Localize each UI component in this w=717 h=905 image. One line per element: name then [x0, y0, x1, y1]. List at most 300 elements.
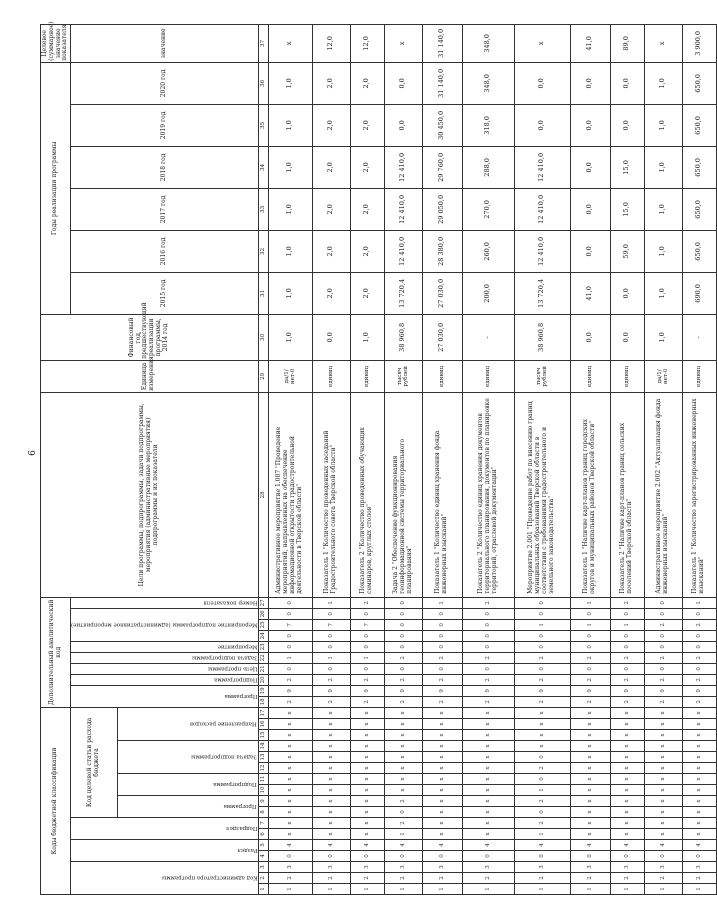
year-header: 2018 год — [71, 146, 259, 188]
code-cell: 4 — [384, 840, 422, 851]
row-year-value: 1,0 — [644, 104, 682, 146]
code-cell: x — [384, 730, 422, 741]
row-target-value: 12,0 — [350, 24, 384, 62]
row-year-value: 2,0 — [350, 230, 384, 272]
code-cell: x — [350, 829, 384, 840]
code-cell: 3 — [610, 862, 644, 873]
code-cell: x — [570, 719, 610, 730]
code-cell: 0 — [268, 630, 312, 641]
code-cell: 2 — [610, 696, 644, 707]
code-cell: 0 — [462, 663, 514, 674]
code-cell: 2 — [462, 873, 514, 884]
row-year-value: 13 720,4 — [384, 272, 422, 314]
code-cell: x — [570, 807, 610, 818]
code-cell: 0 — [384, 597, 422, 608]
section-header: Раздел — [71, 840, 259, 862]
row-target-value: 348,0 — [462, 24, 514, 62]
row-target-value: х — [384, 24, 422, 62]
fin-2014-header: Финансовый год, предшествующий реализации программы, 2014 год — [41, 314, 259, 360]
unit-header: Единица измерения — [41, 360, 259, 392]
code-cell: 2 — [682, 674, 716, 685]
row-name: Показатель 2 "Количество единиц хранения документов территориального планирования, документов по планировке территорий, отраслевой документации" — [462, 392, 514, 597]
row-year-value: 2,0 — [312, 188, 350, 230]
code-cell: x — [610, 818, 644, 829]
row-target-value: 31 140,0 — [422, 24, 462, 62]
code-cell: 2 — [682, 696, 716, 707]
code-cell: x — [462, 785, 514, 796]
table-row — [422, 24, 462, 894]
code-cell: x — [682, 719, 716, 730]
code-cell: 2 — [570, 652, 610, 663]
row-unit: единиц — [422, 360, 462, 392]
code-cell: x — [682, 730, 716, 741]
row-year-value: 200,0 — [462, 272, 514, 314]
code-cell: x — [514, 719, 570, 730]
row-year-value: 1,0 — [268, 272, 312, 314]
code-cell: 1 — [268, 884, 312, 895]
row-year-value: 13 720,4 — [514, 272, 570, 314]
code-cell: 2 — [682, 652, 716, 663]
admin-code-header: Код администратора программы — [71, 862, 259, 895]
code-cell: 0 — [384, 663, 422, 674]
code-cell: 1 — [682, 597, 716, 608]
row-year-value: 15,0 — [610, 146, 644, 188]
column-number: 11 — [258, 774, 268, 785]
code-cell: 2 — [312, 696, 350, 707]
row-target-value: х — [644, 24, 682, 62]
code-cell: 4 — [514, 840, 570, 851]
code-cell: 4 — [312, 840, 350, 851]
code-cell: x — [422, 785, 462, 796]
column-number: 28 — [258, 392, 268, 597]
code-cell: 1 — [682, 884, 716, 895]
row-year-value: 0,0 — [384, 62, 422, 104]
code-cell: x — [422, 774, 462, 785]
column-number: 1 — [258, 884, 268, 895]
code-cell: x — [570, 785, 610, 796]
year-header: 2020 год — [71, 62, 259, 104]
code-cell: x — [644, 719, 682, 730]
code-cell: 9 — [462, 685, 514, 696]
code-cell: x — [268, 719, 312, 730]
year-header: 2017 год — [71, 188, 259, 230]
table-row — [682, 24, 716, 894]
code-cell: 0 — [610, 851, 644, 862]
code-cell: 2 — [268, 696, 312, 707]
code-cell: 2 — [350, 873, 384, 884]
subprogram2-header: Подпрограмма — [71, 674, 259, 685]
code-cell: x — [682, 774, 716, 785]
code-cell: 4 — [350, 840, 384, 851]
code-cell: x — [350, 796, 384, 807]
code-cell: 2 — [350, 696, 384, 707]
table-row — [268, 24, 312, 894]
code-cell: x — [384, 707, 422, 718]
code-cell: x — [644, 818, 682, 829]
subprogram-task-header: Задача подпрограммы — [117, 741, 258, 774]
row-2014-value: 0,0 — [570, 314, 610, 360]
code-cell: x — [682, 829, 716, 840]
row-year-value: 29 050,0 — [422, 188, 462, 230]
code-cell: 2 — [682, 873, 716, 884]
code-cell: 2 — [462, 696, 514, 707]
code-cell: 0 — [312, 663, 350, 674]
row-year-value: 0,0 — [384, 104, 422, 146]
code-cell: 9 — [682, 685, 716, 696]
code-cell: 0 — [384, 630, 422, 641]
code-cell: 9 — [610, 685, 644, 696]
code-cell: 7 — [312, 619, 350, 630]
extra-code-header: Дополнительный аналитический код — [41, 597, 71, 707]
code-cell: x — [350, 785, 384, 796]
row-unit: тысяч рублей — [384, 360, 422, 392]
code-cell: 7 — [350, 619, 384, 630]
target-final-header: Целевое (суммарное) значение показателя — [41, 24, 71, 62]
program-goal-header: Цель программы — [71, 663, 259, 674]
row-year-value: 1,0 — [268, 230, 312, 272]
code-cell: 3 — [350, 862, 384, 873]
column-number: 32 — [258, 230, 268, 272]
row-year-value: 2,0 — [312, 272, 350, 314]
code-cell: 0 — [268, 663, 312, 674]
code-cell: x — [350, 763, 384, 774]
code-cell: 1 — [384, 829, 422, 840]
table-row — [312, 24, 350, 894]
code-cell: x — [644, 730, 682, 741]
code-cell: x — [312, 752, 350, 763]
row-name: Показатель 1 "Количество проведенных заседаний Градостроительного совета Тверской области" — [312, 392, 350, 597]
registry-sheet — [40, 21, 706, 895]
code-cell: x — [312, 730, 350, 741]
code-cell: 2 — [610, 873, 644, 884]
code-cell: 1 — [422, 597, 462, 608]
code-cell: x — [312, 707, 350, 718]
code-cell: 1 — [514, 619, 570, 630]
code-cell: x — [610, 741, 644, 752]
code-cell: 0 — [422, 619, 462, 630]
row-year-value: 318,0 — [462, 104, 514, 146]
row-year-value: 1,0 — [268, 188, 312, 230]
code-cell: 0 — [514, 807, 570, 818]
row-target-value: х — [268, 24, 312, 62]
row-year-value: 2,0 — [350, 146, 384, 188]
code-cell: 1 — [350, 652, 384, 663]
code-cell: 2 — [514, 818, 570, 829]
row-target-value: 12,0 — [312, 24, 350, 62]
code-cell: 0 — [644, 663, 682, 674]
code-cell: 2 — [644, 873, 682, 884]
code-cell: x — [682, 796, 716, 807]
table-row — [384, 24, 422, 894]
row-year-value: 2,0 — [350, 104, 384, 146]
code-cell: 0 — [514, 851, 570, 862]
column-number: 23 — [258, 641, 268, 652]
code-cell: 0 — [514, 641, 570, 652]
code-cell: 0 — [268, 851, 312, 862]
code-cell: x — [462, 774, 514, 785]
row-name: Административное мероприятие 2.002 "Актуализация фонда инженерных изысканий" — [644, 392, 682, 597]
code-cell: 0 — [312, 641, 350, 652]
column-number: 34 — [258, 146, 268, 188]
code-cell: 1 — [644, 884, 682, 895]
row-year-value: 59,0 — [610, 230, 644, 272]
code-cell: 0 — [682, 608, 716, 619]
code-cell: 0 — [384, 851, 422, 862]
row-name: Мероприятие 2.001 "Проведение работ по внесению границ муниципальных образований Тверской области в соответствии с требованиями градостроительного и земельного законодательства" — [514, 392, 570, 597]
code-cell: x — [610, 829, 644, 840]
code-cell: 0 — [570, 641, 610, 652]
row-year-value: 1,0 — [268, 62, 312, 104]
activity-header: Мероприятие — [71, 641, 259, 652]
row-year-value: 28 380,0 — [422, 230, 462, 272]
code-cell: x — [384, 763, 422, 774]
value-header: значение — [71, 24, 259, 62]
code-cell: 2 — [384, 818, 422, 829]
code-cell: 2 — [462, 652, 514, 663]
column-number: 33 — [258, 188, 268, 230]
column-number: 8 — [258, 807, 268, 818]
code-cell: 4 — [462, 840, 514, 851]
row-year-value: 1,0 — [644, 146, 682, 188]
code-cell: 2 — [312, 674, 350, 685]
code-cell: 2 — [570, 696, 610, 707]
row-year-value: 30 450,0 — [422, 104, 462, 146]
column-number: 12 — [258, 763, 268, 774]
code-cell: 2 — [422, 674, 462, 685]
code-cell: 0 — [384, 641, 422, 652]
years-group-header: Годы реализации программы — [41, 62, 71, 314]
code-cell: x — [570, 818, 610, 829]
table-row — [644, 24, 682, 894]
page-number: 6 — [27, 450, 38, 456]
code-cell: x — [462, 730, 514, 741]
row-year-value: 0,0 — [514, 62, 570, 104]
row-year-value: 12 410,0 — [384, 188, 422, 230]
budget-codes-header: Коды бюджетной классификации — [41, 707, 71, 894]
row-2014-value: 0,0 — [312, 314, 350, 360]
code-cell: 0 — [384, 619, 422, 630]
code-cell: x — [268, 741, 312, 752]
code-cell: 2 — [312, 873, 350, 884]
row-name: Задача 2 "Обеспечение функционирования геоинформационной системы территориального планирования" — [384, 392, 422, 597]
code-cell: 0 — [610, 608, 644, 619]
code-cell: 2 — [268, 873, 312, 884]
code-cell: x — [350, 807, 384, 818]
row-unit: единиц — [350, 360, 384, 392]
column-number: 30 — [258, 314, 268, 360]
row-unit: единиц — [610, 360, 644, 392]
row-year-value: 12 410,0 — [514, 188, 570, 230]
column-number: 9 — [258, 796, 268, 807]
column-number: 37 — [258, 24, 268, 62]
code-cell: 4 — [610, 840, 644, 851]
code-cell: x — [570, 730, 610, 741]
code-cell: x — [644, 807, 682, 818]
code-cell: x — [462, 707, 514, 718]
column-number: 5 — [258, 840, 268, 851]
row-year-value: 288,0 — [462, 146, 514, 188]
row-year-value: 0,0 — [514, 104, 570, 146]
code-cell: 1 — [268, 652, 312, 663]
code-cell: x — [268, 807, 312, 818]
row-year-value: 0,0 — [610, 62, 644, 104]
row-year-value: 1,0 — [644, 188, 682, 230]
row-target-value: х — [514, 24, 570, 62]
code-cell: x — [644, 752, 682, 763]
code-cell: 2 — [644, 674, 682, 685]
code-cell: 9 — [570, 685, 610, 696]
code-cell: 2 — [350, 674, 384, 685]
column-number: 10 — [258, 785, 268, 796]
row-year-value: 12 410,0 — [384, 146, 422, 188]
code-cell: 0 — [422, 663, 462, 674]
code-cell: 7 — [268, 619, 312, 630]
column-number: 14 — [258, 741, 268, 752]
row-year-value: 2,0 — [312, 146, 350, 188]
code-cell: x — [268, 730, 312, 741]
row-year-value: 0,0 — [570, 188, 610, 230]
code-cell: x — [350, 752, 384, 763]
code-cell: 0 — [644, 608, 682, 619]
row-2014-value: 1,0 — [268, 314, 312, 360]
row-unit: да/1/ нет-0 — [268, 360, 312, 392]
code-cell: x — [644, 707, 682, 718]
code-cell: x — [384, 752, 422, 763]
code-cell: x — [268, 829, 312, 840]
row-year-value: 650,0 — [682, 62, 716, 104]
code-cell: x — [610, 719, 644, 730]
code-cell: x — [312, 807, 350, 818]
code-cell: 0 — [514, 663, 570, 674]
code-cell: x — [644, 829, 682, 840]
code-cell: 2 — [514, 674, 570, 685]
code-cell: 9 — [644, 685, 682, 696]
code-cell: x — [682, 785, 716, 796]
code-cell: 0 — [570, 851, 610, 862]
code-cell: 1 — [350, 884, 384, 895]
code-cell: x — [422, 807, 462, 818]
code-cell: x — [312, 741, 350, 752]
code-cell: 2 — [610, 597, 644, 608]
row-year-value: 650,0 — [682, 146, 716, 188]
column-number: 26 — [258, 608, 268, 619]
code-cell: 2 — [462, 674, 514, 685]
row-year-value: 1,0 — [644, 62, 682, 104]
code-cell: x — [570, 796, 610, 807]
code-cell: 0 — [422, 630, 462, 641]
row-year-value: 2,0 — [350, 62, 384, 104]
code-cell: 2 — [514, 696, 570, 707]
code-cell: 0 — [312, 851, 350, 862]
code-cell: x — [312, 796, 350, 807]
row-year-value: 0,0 — [570, 230, 610, 272]
code-cell: 4 — [682, 840, 716, 851]
row-year-value: 15,0 — [610, 188, 644, 230]
code-cell: 1 — [570, 884, 610, 895]
row-year-value: 650,0 — [682, 188, 716, 230]
code-cell: 2 — [422, 652, 462, 663]
row-target-value: 41,0 — [570, 24, 610, 62]
row-2014-value: 0,0 — [610, 314, 644, 360]
code-cell: 0 — [268, 597, 312, 608]
code-cell: 2 — [422, 696, 462, 707]
code-cell: 0 — [682, 630, 716, 641]
subprogram-task2-header: Задача подпрограммы — [71, 652, 259, 663]
code-cell: x — [570, 741, 610, 752]
code-cell: 0 — [644, 597, 682, 608]
code-cell: 1 — [514, 884, 570, 895]
code-cell: 1 — [570, 597, 610, 608]
row-year-value: 1,0 — [644, 272, 682, 314]
row-year-value: 2,0 — [312, 104, 350, 146]
row-year-value: 1,0 — [268, 104, 312, 146]
code-cell: 0 — [682, 663, 716, 674]
code-cell: x — [570, 707, 610, 718]
column-number: 7 — [258, 818, 268, 829]
code-cell: 4 — [570, 840, 610, 851]
code-cell: x — [422, 719, 462, 730]
code-cell: 0 — [384, 608, 422, 619]
row-year-value: 0,0 — [570, 62, 610, 104]
code-cell: x — [610, 752, 644, 763]
code-cell: 2 — [384, 674, 422, 685]
code-cell: 0 — [268, 641, 312, 652]
code-cell: x — [312, 774, 350, 785]
code-cell: x — [422, 730, 462, 741]
code-cell: 9 — [268, 685, 312, 696]
code-cell: 0 — [350, 663, 384, 674]
code-cell: x — [682, 707, 716, 718]
code-cell: 0 — [610, 663, 644, 674]
row-name: Показатель 2 "Количество проведенных обучающих семинаров, круглых столов" — [350, 392, 384, 597]
code-cell: 0 — [462, 641, 514, 652]
code-cell: 1 — [312, 884, 350, 895]
table-row — [514, 24, 570, 894]
table-row — [610, 24, 644, 894]
code-cell: x — [350, 818, 384, 829]
expense-direction-header: Направление расходов — [117, 707, 258, 740]
code-cell: x — [462, 796, 514, 807]
row-2014-value: 38 960,8 — [384, 314, 422, 360]
code-cell: 0 — [350, 630, 384, 641]
row-year-value: 1,0 — [644, 230, 682, 272]
code-cell: 0 — [610, 630, 644, 641]
column-number: 31 — [258, 272, 268, 314]
column-number: 21 — [258, 663, 268, 674]
row-name: Показатель 2 "Наличие карт-планов границ сельских поселений Тверской области" — [610, 392, 644, 597]
column-number: 16 — [258, 719, 268, 730]
code-cell: 2 — [422, 873, 462, 884]
code-cell: x — [268, 785, 312, 796]
code-cell: 3 — [462, 862, 514, 873]
row-year-value: 27 030,0 — [422, 272, 462, 314]
code-cell: 0 — [312, 608, 350, 619]
code-cell: 2 — [462, 597, 514, 608]
code-cell: 0 — [514, 752, 570, 763]
code-cell: x — [384, 719, 422, 730]
code-cell: x — [268, 796, 312, 807]
column-number: 6 — [258, 829, 268, 840]
code-cell: 0 — [570, 608, 610, 619]
code-cell: 0 — [350, 641, 384, 652]
row-unit: единиц — [682, 360, 716, 392]
code-cell: x — [682, 741, 716, 752]
row-year-value: 270,0 — [462, 188, 514, 230]
code-cell: x — [610, 796, 644, 807]
code-cell: x — [384, 741, 422, 752]
code-cell: 1 — [312, 652, 350, 663]
column-number: 35 — [258, 104, 268, 146]
